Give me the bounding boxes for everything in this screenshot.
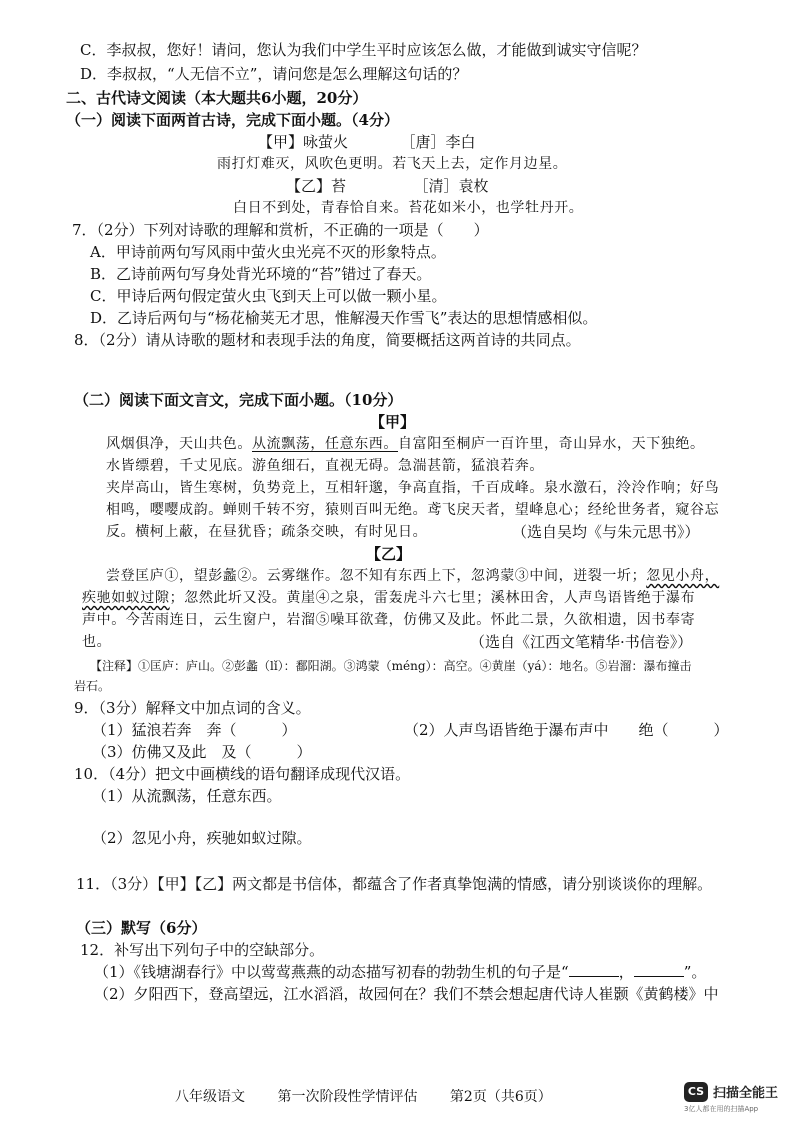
passage-a-line: 夹岸高山，皆生寒树，负势竞上，互相轩邈，争高直指，千百成峰。泉水激石，泠泠作响；好鸟: [106, 480, 720, 496]
text-span: 自富阳至桐庐一百许里，奇山异水，天下独绝。: [398, 436, 705, 452]
question-10: 10．（4分）把文中画横线的语句翻译成现代汉语。: [74, 765, 411, 783]
q7-option-a: A．甲诗前两句写风雨中萤火虫光亮不灭的形象特点。: [90, 243, 446, 261]
passage-a-label: 【甲】: [370, 413, 416, 431]
q12-item-2: （2）夕阳西下，登高望远，江水滔滔，故园何在？我们不禁会想起唐代诗人崔颢《黄鹤楼》中: [94, 985, 719, 1003]
scanner-name: 扫描全能王: [713, 1086, 779, 1101]
footer-exam: 第一次阶段性学情评估: [277, 1089, 418, 1105]
annotation: 岩石。: [74, 679, 111, 693]
passage-b-source: （选自《江西文笔精华·书信卷》）: [470, 633, 693, 651]
passage-b-line: 声中。今苦雨连日，云生窗户，岩溜⑤噪耳欲聋，仿佛又及此。怀此二景，久欲相遗，因书奉寄: [82, 612, 696, 628]
passage-a-line: 相鸣，嘤嘤成韵。蝉则千转不穷，猿则百叫无绝。鸢飞戾天者，望峰息心；经纶世务者，窥谷忘: [106, 502, 720, 518]
question-11: 11．（3分）【甲】【乙】两文都是书信体，都蕴含了作者真挚饱满的情感，请分别谈谈你的理解。: [76, 875, 713, 893]
passage-a-line: [106, 434, 705, 454]
question-9: 9．（3分）解释文中加点词的含义。: [74, 699, 311, 717]
scanner-watermark: [684, 1080, 784, 1116]
passage-b-line: [82, 588, 695, 608]
passage-a-source: （选自吴均《与朱元思书》）: [512, 523, 700, 541]
q9-item-3: （3）仿佛又及此 及（ ）: [92, 743, 312, 761]
passage-b-label: 【乙】: [366, 545, 412, 563]
text-span: ”。: [683, 963, 707, 981]
section-heading: 二、古代诗文阅读（本大题共6小题，20分）: [66, 89, 368, 107]
underlined-sentence: 从流飘荡，任意东西。: [252, 436, 398, 452]
poem-a-title: 【甲】咏萤火 ［唐］李白: [258, 133, 476, 151]
poem-a-text: 雨打灯难灭，风吹色更明。若飞天上去，定作月边星。: [217, 156, 568, 172]
wavy-underlined-sentence: 疾驰如蚁过隙: [82, 590, 170, 606]
fill-blank[interactable]: [634, 962, 684, 977]
text-span: ；忽然此圻又没。黄崖④之泉，雷轰虎斗六七里；溪林田舍，人声鸟语皆绝于瀑布: [169, 590, 696, 606]
q9-item-2: （2）人声鸟语皆绝于瀑布声中 绝（ ）: [404, 721, 729, 739]
q7-option-b: B．乙诗前两句写身处背光环境的“苔”错过了春天。: [90, 265, 432, 283]
passage-a-line: 水皆缥碧，千丈见底。游鱼细石，直视无碍。急湍甚箭，猛浪若奔。: [106, 458, 544, 474]
fill-blank[interactable]: [569, 962, 619, 977]
scanner-tagline: 3亿人都在用的扫描App: [684, 1105, 759, 1113]
question-7: 7．（2分）下列对诗歌的理解和赏析，不正确的一项是（ ）: [72, 221, 489, 239]
subsection-heading: （二）阅读下面文言文，完成下面小题。（10分）: [74, 391, 403, 409]
q12-item-1: [94, 962, 706, 982]
page-footer: [175, 1086, 580, 1106]
text-span: （1）《钱塘湖春行》中以莺莺燕燕的动态描写初春的勃勃生机的句子是“: [94, 963, 569, 981]
wavy-underlined-sentence: 忽见小舟，: [646, 568, 720, 584]
passage-a-line: 反。横柯上蔽，在昼犹昏；疏条交映，有时见日。: [106, 524, 428, 540]
poem-b-text: 白日不到处，青春恰自来。苔花如米小，也学牡丹开。: [233, 200, 584, 216]
poem-b-title: 【乙】苔 ［清］袁枚: [286, 177, 489, 195]
subsection-heading: （一）阅读下面两首古诗，完成下面小题。（4分）: [66, 111, 399, 129]
scanner-logo-icon: CS: [684, 1082, 708, 1102]
q10-item-2: （2）忽见小舟，疾驰如蚁过隙。: [92, 829, 312, 847]
q10-item-1: （1）从流飘荡，任意东西。: [92, 787, 282, 805]
question-12: 12．补写出下列句子中的空缺部分。: [80, 941, 325, 959]
question-8: 8．（2分）请从诗歌的题材和表现手法的角度，简要概括这两首诗的共同点。: [74, 331, 581, 349]
passage-b-line: 也。: [82, 634, 112, 650]
q7-option-d: D．乙诗后两句与“杨花榆荚无才思，惟解漫天作雪飞”表达的思想情感相似。: [90, 309, 598, 327]
annotation: 【注释】①匡庐：庐山。②彭蠡（lǐ）：鄱阳湖。③鸿蒙（méng）：高空。④黄崖（yá）：地名。⑤岩溜：瀑布撞击: [90, 659, 692, 673]
footer-grade: 八年级语文: [175, 1089, 245, 1105]
text-span: 风烟俱净，天山共色。: [106, 436, 252, 452]
footer-page: 第2页（共6页）: [449, 1089, 552, 1105]
passage-b-line: [106, 566, 719, 586]
option-d: D．李叔叔，“人无信不立”，请问您是怎么理解这句话的？: [80, 65, 468, 83]
option-c: C．李叔叔，您好！请问，您认为我们中学生平时应该怎么做，才能做到诚实守信呢？: [80, 41, 647, 59]
text-span: ，: [618, 963, 634, 981]
q7-option-c: C．甲诗后两句假定萤火虫飞到天上可以做一颗小星。: [90, 287, 447, 305]
q9-item-1: （1）猛浪若奔 奔（ ）: [92, 721, 297, 739]
text-span: 尝登匡庐①，望彭蠡②。云雾继作。忽不知有东西上下，忽鸿蒙③中间，迸裂一圻；: [106, 568, 647, 584]
subsection-heading: （三）默写（6分）: [76, 919, 207, 937]
